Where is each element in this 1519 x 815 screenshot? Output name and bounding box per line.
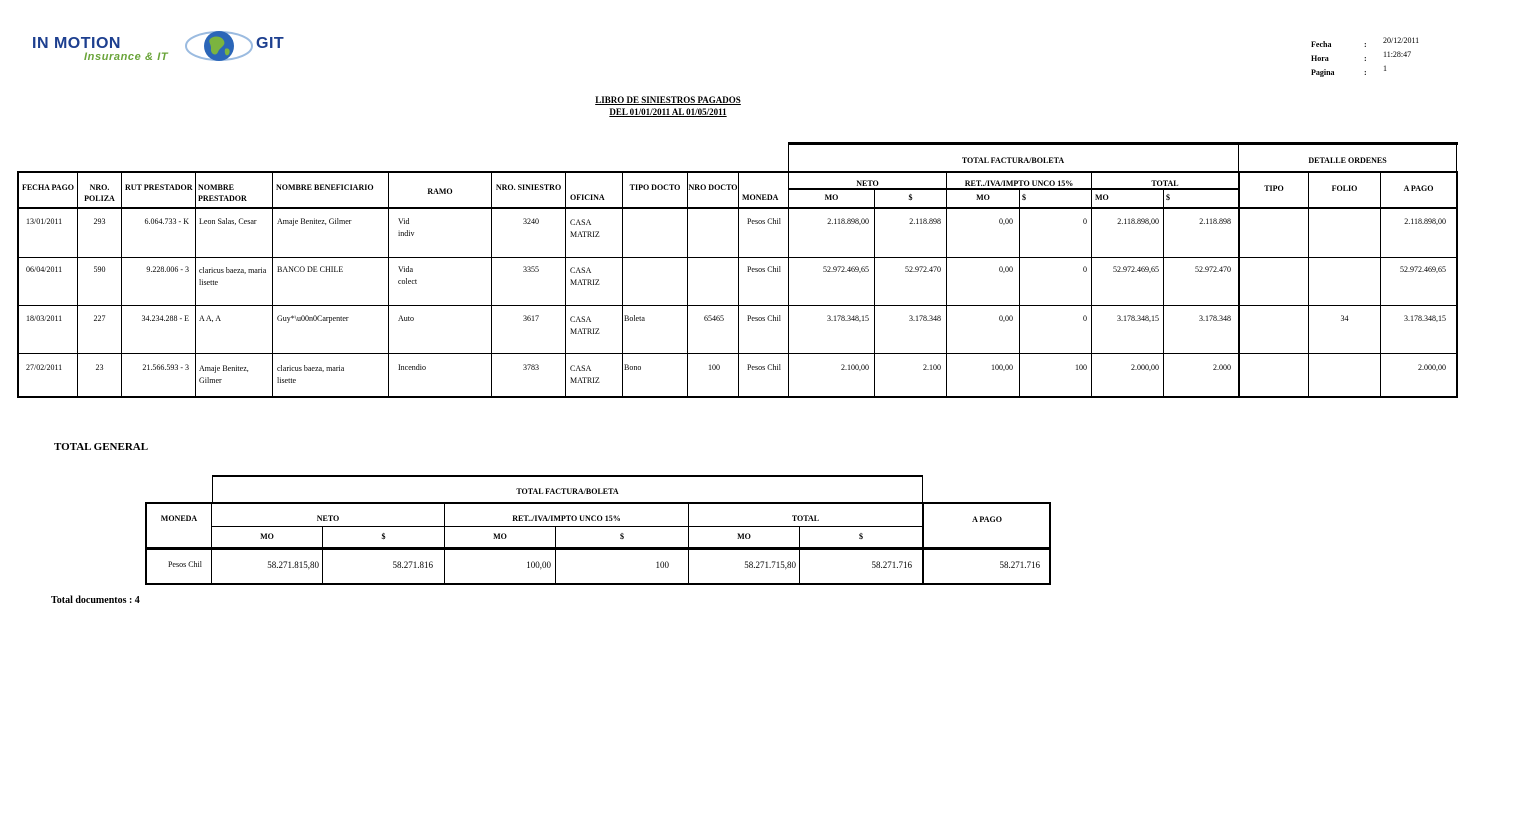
col-total-mo: MO bbox=[1095, 193, 1109, 202]
hora-value: 11:28:47 bbox=[1383, 50, 1412, 59]
cell-nro-docto: 65465 bbox=[704, 314, 724, 323]
cell-ramo: Vid indiv bbox=[398, 217, 415, 238]
col-nombre-beneficiario: NOMBRE BENEFICIARIO bbox=[276, 183, 374, 192]
cell-poliza: 293 bbox=[93, 217, 106, 226]
cell-rut: 21.566.593 - 3 bbox=[142, 363, 189, 372]
col-rut-prestador: RUT PRESTADOR bbox=[125, 183, 193, 192]
cell-siniestro: 3355 bbox=[523, 265, 539, 274]
cell-fecha: 27/02/2011 bbox=[26, 363, 63, 372]
sub-ret: RET../IVA/IMPTO UNCO 15% bbox=[964, 179, 1074, 188]
cell-neto-mo: 2.118.898,00 bbox=[827, 217, 869, 226]
cell-beneficiario: Amaje Benitez, Gilmer bbox=[277, 217, 352, 226]
col-nombre-prestador: NOMBRE PRESTADOR bbox=[198, 183, 247, 203]
group-top-rule bbox=[788, 142, 1458, 145]
separator: : bbox=[1364, 54, 1367, 63]
cell-prestador: A A, A bbox=[199, 314, 222, 323]
col-moneda: MONEDA bbox=[742, 193, 779, 202]
cell-siniestro: 3617 bbox=[523, 314, 539, 323]
sub-total: TOTAL bbox=[1151, 179, 1179, 188]
summary-ret-peso: $ bbox=[620, 532, 624, 541]
cell-total-peso: 2.118.898 bbox=[1199, 217, 1231, 226]
cell-ret-mo: 0,00 bbox=[999, 314, 1013, 323]
total-general-title: TOTAL GENERAL bbox=[54, 441, 149, 453]
cell-ret-mo: 0,00 bbox=[999, 265, 1013, 274]
cell-oficina: CASA MATRIZ bbox=[570, 218, 600, 239]
fecha-label: Fecha bbox=[1311, 40, 1332, 49]
summary-neto-mo: MO bbox=[260, 532, 274, 541]
cell-total-peso: 3.178.348 bbox=[1199, 314, 1231, 323]
cell-moneda: Pesos Chil bbox=[746, 314, 781, 323]
fecha-value: 20/12/2011 bbox=[1383, 36, 1420, 45]
cell-prestador: Amaje Benitez, Gilmer bbox=[199, 364, 249, 385]
cell-beneficiario: claricus baeza, maria lisette bbox=[277, 364, 345, 385]
cell-neto-peso: 2.118.898 bbox=[909, 217, 941, 226]
cell-nro-docto: 100 bbox=[708, 363, 720, 372]
cell-fecha: 13/01/2011 bbox=[26, 217, 63, 226]
separator: : bbox=[1364, 40, 1367, 49]
cell-prestador: claricus baeza, maria lisette bbox=[199, 266, 267, 287]
summary-total-peso: $ bbox=[859, 532, 863, 541]
cell-ramo: Vida colect bbox=[398, 265, 418, 286]
cell-ret-peso: 0 bbox=[1083, 217, 1087, 226]
cell-siniestro: 3783 bbox=[523, 363, 539, 372]
summary-cell-total-peso: 58.271.716 bbox=[871, 560, 912, 570]
cell-rut: 6.064.733 - K bbox=[144, 217, 189, 226]
col-tipo: TIPO bbox=[1264, 184, 1284, 193]
col-fecha-pago: FECHA PAGO bbox=[21, 183, 75, 192]
cell-poliza: 23 bbox=[95, 363, 104, 372]
summary-cell-a-pago: 58.271.716 bbox=[999, 560, 1040, 570]
pagina-label: Pagina bbox=[1311, 68, 1335, 77]
cell-fecha: 18/03/2011 bbox=[26, 314, 63, 323]
cell-oficina: CASA MATRIZ bbox=[570, 266, 600, 287]
summary-cell-moneda: Pesos Chil bbox=[167, 560, 202, 569]
cell-a-pago: 3.178.348,15 bbox=[1404, 314, 1446, 323]
cell-neto-peso: 2.100 bbox=[923, 363, 941, 372]
col-nro-siniestro: NRO. SINIESTRO bbox=[495, 183, 562, 192]
report-period: DEL 01/01/2011 AL 01/05/2011 bbox=[609, 107, 727, 117]
summary-total-mo: MO bbox=[737, 532, 751, 541]
col-oficina: OFICINA bbox=[570, 193, 605, 202]
summary-col-moneda: MONEDA bbox=[160, 514, 198, 523]
cell-total-peso: 2.000 bbox=[1213, 363, 1231, 372]
cell-tipo-docto: Boleta bbox=[624, 314, 645, 323]
col-neto-mo: MO bbox=[824, 193, 839, 202]
cell-ramo: Incendio bbox=[398, 363, 426, 372]
cell-total-mo: 2.118.898,00 bbox=[1117, 217, 1159, 226]
cell-tipo-docto: Bono bbox=[624, 363, 642, 372]
col-folio: FOLIO bbox=[1331, 184, 1358, 193]
cell-fecha: 06/04/2011 bbox=[26, 265, 63, 274]
cell-a-pago: 2.118.898,00 bbox=[1404, 217, 1446, 226]
cell-rut: 9.228.006 - 3 bbox=[146, 265, 189, 274]
report-meta bbox=[1311, 36, 1451, 82]
pagina-value: 1 bbox=[1383, 64, 1387, 73]
summary-ret-mo: MO bbox=[493, 532, 507, 541]
logo-text-right: GIT bbox=[256, 35, 285, 52]
cell-neto-mo: 3.178.348,15 bbox=[827, 314, 869, 323]
cell-total-mo: 3.178.348,15 bbox=[1117, 314, 1159, 323]
summary-sub-total: TOTAL bbox=[791, 514, 820, 523]
summary-col-a-pago: A PAGO bbox=[972, 515, 1002, 524]
cell-prestador: Leon Salas, Cesar bbox=[199, 217, 257, 226]
col-nro-poliza: NRO. POLIZA bbox=[84, 183, 115, 203]
col-total-peso: $ bbox=[1166, 193, 1170, 202]
total-documents: Total documentos : 4 bbox=[51, 595, 140, 606]
col-ret-mo: MO bbox=[976, 193, 990, 202]
report-title: LIBRO DE SINIESTROS PAGADOS bbox=[595, 95, 741, 105]
cell-neto-peso: 52.972.470 bbox=[905, 265, 941, 274]
cell-moneda: Pesos Chil bbox=[746, 217, 781, 226]
summary-sub-ret: RET../IVA/IMPTO UNCO 15% bbox=[512, 514, 621, 523]
cell-ramo: Auto bbox=[398, 314, 414, 323]
summary-cell-neto-peso: 58.271.816 bbox=[392, 560, 433, 570]
cell-rut: 34.234.288 - E bbox=[141, 314, 189, 323]
col-a-pago: A PAGO bbox=[1403, 184, 1434, 193]
col-nro-docto: NRO DOCTO bbox=[688, 183, 738, 192]
separator: : bbox=[1364, 68, 1367, 77]
cell-total-mo: 2.000,00 bbox=[1131, 363, 1159, 372]
cell-moneda: Pesos Chil bbox=[746, 265, 781, 274]
cell-oficina: CASA MATRIZ bbox=[570, 364, 600, 385]
cell-ret-peso: 100 bbox=[1075, 363, 1087, 372]
cell-total-mo: 52.972.469,65 bbox=[1113, 265, 1159, 274]
cell-moneda: Pesos Chil bbox=[746, 363, 781, 372]
cell-neto-mo: 2.100,00 bbox=[841, 363, 869, 372]
sub-neto: NETO bbox=[856, 179, 879, 188]
group-detalle-ordenes: DETALLE ORDENES bbox=[1308, 156, 1387, 165]
cell-beneficiario: Guy*\u00n0Carpenter bbox=[277, 314, 349, 323]
cell-neto-mo: 52.972.469,65 bbox=[823, 265, 869, 274]
cell-poliza: 227 bbox=[93, 314, 106, 323]
cell-poliza: 590 bbox=[93, 265, 106, 274]
report-title-block bbox=[520, 94, 816, 118]
summary-cell-ret-mo: 100,00 bbox=[526, 560, 551, 570]
cell-folio: 34 bbox=[1340, 314, 1349, 323]
summary-cell-neto-mo: 58.271.815,80 bbox=[267, 560, 319, 570]
summary-cell-ret-peso: 100 bbox=[655, 560, 669, 570]
cell-beneficiario: BANCO DE CHILE bbox=[277, 265, 344, 274]
cell-oficina: CASA MATRIZ bbox=[570, 315, 600, 336]
cell-ret-peso: 0 bbox=[1083, 265, 1087, 274]
company-logo bbox=[26, 27, 311, 69]
summary-group-total: TOTAL FACTURA/BOLETA bbox=[516, 487, 619, 496]
cell-siniestro: 3240 bbox=[523, 217, 539, 226]
summary-neto-peso: $ bbox=[381, 532, 386, 541]
col-ramo: RAMO bbox=[427, 187, 453, 196]
cell-a-pago: 2.000,00 bbox=[1418, 363, 1446, 372]
col-ret-peso: $ bbox=[1022, 193, 1026, 202]
summary-cell-total-mo: 58.271.715,80 bbox=[744, 560, 796, 570]
summary-sub-neto: NETO bbox=[316, 514, 340, 523]
col-tipo-docto: TIPO DOCTO bbox=[629, 183, 681, 192]
cell-total-peso: 52.972.470 bbox=[1195, 265, 1231, 274]
cell-ret-mo: 0,00 bbox=[999, 217, 1013, 226]
cell-ret-peso: 0 bbox=[1083, 314, 1087, 323]
hora-label: Hora bbox=[1311, 54, 1329, 63]
logo-tagline: Insurance & IT bbox=[84, 51, 169, 63]
logo-text-left: IN MOTION bbox=[32, 35, 121, 52]
globe-icon bbox=[184, 27, 254, 65]
cell-neto-peso: 3.178.348 bbox=[909, 314, 941, 323]
col-neto-peso: $ bbox=[908, 193, 913, 202]
cell-a-pago: 52.972.469,65 bbox=[1400, 265, 1446, 274]
group-total-factura: TOTAL FACTURA/BOLETA bbox=[961, 156, 1065, 165]
cell-ret-mo: 100,00 bbox=[991, 363, 1013, 372]
